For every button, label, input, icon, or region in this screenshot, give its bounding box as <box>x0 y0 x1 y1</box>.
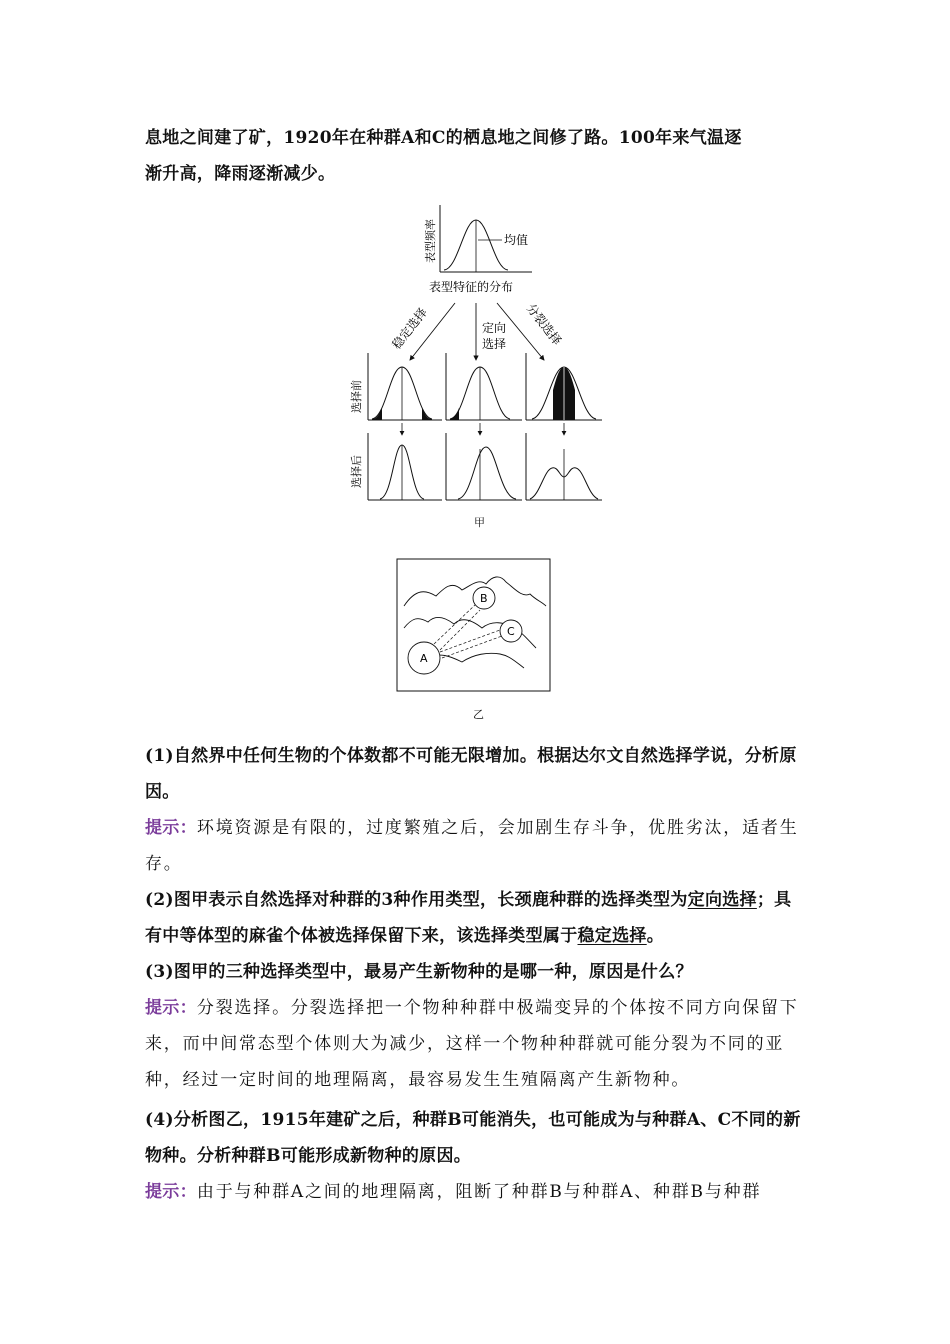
chart-after-disruptive <box>526 433 602 500</box>
top-ylabel: 表型频率 <box>424 219 437 263</box>
hint-1 <box>145 810 807 882</box>
hint-3 <box>145 990 807 1098</box>
intro-line-1: 息地之间建了矿，1920年在种群A和C的栖息地之间修了路。100年来气温逐 <box>145 128 742 148</box>
hint-1-label: 提示： <box>145 818 197 838</box>
intro-paragraph <box>145 120 807 192</box>
intro-line-2: 渐升高，降雨逐渐减少。 <box>145 164 336 184</box>
question-3 <box>145 954 807 990</box>
population-a-label: A <box>420 652 428 665</box>
hint-4-label: 提示： <box>145 1182 197 1202</box>
mean-label: 均值 <box>504 233 529 247</box>
question-1 <box>145 738 807 810</box>
population-c-label: C <box>507 625 515 638</box>
figure-jia-caption: 甲 <box>474 516 485 529</box>
figure-jia <box>340 195 620 510</box>
population-b-label: B <box>480 592 488 605</box>
question-2 <box>145 882 807 954</box>
question-2-part2: ；具有中等体型的麻雀个体被选择保留下来，该选择类型属于 <box>145 890 792 946</box>
hint-3-label: 提示： <box>145 998 197 1018</box>
question-3-text: (3)图甲的三种选择类型中，最易产生新物种的是哪一种，原因是什么？ <box>145 962 693 982</box>
row-before-label: 选择前 <box>350 380 363 413</box>
branch-left-label: 稳定选择 <box>389 305 430 352</box>
hint-4 <box>145 1174 807 1210</box>
hint-3-text: 分裂选择。分裂选择把一个物种种群中极端变异的个体按不同方向保留下来，而中间常态型个体则大为减少，这样一个物种种群就可能分裂为不同的亚种，经过一定时间的地理隔离，最容易发生生殖隔离产生新物种。 <box>145 998 799 1090</box>
chart-before-directional <box>446 353 522 420</box>
hint-1-text: 环境资源是有限的，过度繁殖之后，会加剧生存斗争，优胜劣汰，适者生存。 <box>145 818 799 874</box>
question-2-answer-1: 定向选择 <box>687 890 757 910</box>
chart-before-stabilizing <box>368 353 442 420</box>
figure-yi-caption: 乙 <box>473 708 484 721</box>
chart-after-stabilizing <box>368 433 442 500</box>
row-after-label: 选择后 <box>350 455 363 488</box>
question-2-part3: 。 <box>646 926 665 946</box>
top-distribution-chart <box>423 205 532 294</box>
question-2-answer-2: 稳定选择 <box>577 926 647 946</box>
question-4 <box>145 1102 807 1174</box>
branch-mid-label-1: 定向 <box>482 321 507 335</box>
top-xlabel: 表型特征的分布 <box>429 280 514 294</box>
chart-before-disruptive <box>526 353 602 420</box>
branch-right-label: 分裂选择 <box>523 301 565 348</box>
question-1-text: (1)自然界中任何生物的个体数都不可能无限增加。根据达尔文自然选择学说，分析原因。 <box>145 746 797 802</box>
hint-4-text: 由于与种群A之间的地理隔离，阻断了种群B与种群A、种群B与种群 <box>196 1182 762 1202</box>
question-2-part1: (2)图甲表示自然选择对种群的3种作用类型，长颈鹿种群的选择类型为 <box>145 890 688 910</box>
chart-after-directional <box>446 433 522 500</box>
question-4-text: (4)分析图乙，1915年建矿之后，种群B可能消失，也可能成为与种群A、C不同的新物种。分析种群B可能形成新物种的原因。 <box>145 1110 801 1166</box>
branch-mid-label-2: 选择 <box>482 337 507 351</box>
figure-yi <box>396 558 552 693</box>
